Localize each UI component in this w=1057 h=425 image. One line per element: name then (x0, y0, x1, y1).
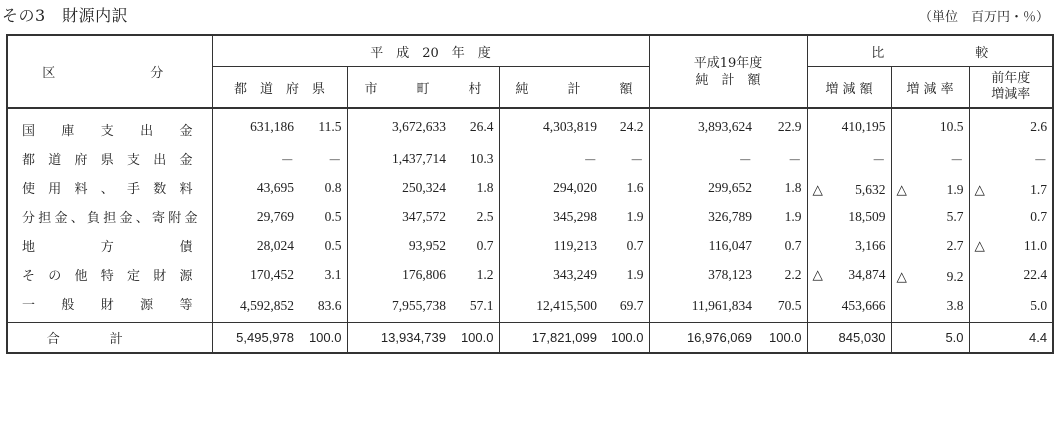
header-pref: 都 道 府 県 (212, 67, 347, 109)
cell-inc-rate: － (891, 144, 969, 173)
cell-inc-rate: △ 1.9 (891, 173, 969, 202)
cell-city-value: 7,955,738 (347, 289, 451, 323)
cell-fy19-value: 299,652 (649, 173, 757, 202)
cell-inc-amt: 453,666 (807, 289, 891, 323)
cell-inc-amt: △ 34,874 (807, 260, 891, 289)
total-city-value: 13,934,739 (347, 323, 451, 354)
cell-inc-amt: － (807, 144, 891, 173)
cell-pref-pct: 0.5 (324, 208, 342, 224)
cell-fy19-pct: 2.2 (784, 266, 802, 282)
cell-prev-rate: △ 11.0 (969, 231, 1053, 260)
total-row (7, 323, 1053, 354)
cell-city-pct: 1.8 (476, 179, 494, 195)
total-inc-amt: 845,030 (807, 323, 891, 354)
row-label: その他特定財源 (7, 260, 212, 289)
header-fy20: 平 成 20 年 度 (212, 35, 649, 67)
cell-city-value: 3,672,633 (347, 108, 451, 144)
header-city: 市 町 村 (347, 67, 499, 109)
row-label: 一般財源等 (7, 289, 212, 323)
cell-net-pct: 1.6 (626, 179, 644, 195)
unit-note: （単位 百万円・％） (918, 10, 1049, 25)
cell-fy19-pct: 1.8 (784, 179, 802, 195)
cell-inc-rate: △ 9.2 (891, 260, 969, 289)
total-label: 合計 (7, 323, 212, 354)
cell-fy19-value: 3,893,624 (649, 108, 757, 144)
cell-pref-pct: 0.5 (324, 237, 342, 253)
total-pref-pct: 100.0 (299, 323, 347, 354)
cell-pref-value: 631,186 (212, 108, 299, 144)
cell-prev-rate: △ 1.7 (969, 173, 1053, 202)
row-label: 都道府県支出金 (7, 144, 212, 173)
revenue-source-table (6, 34, 1054, 354)
cell-net-value: 294,020 (499, 173, 602, 202)
cell-city-value: 250,324 (347, 173, 451, 202)
cell-net-pct: 1.9 (626, 208, 644, 224)
cell-prev-rate: 5.0 (969, 289, 1053, 323)
cell-pref-value: 4,592,852 (212, 289, 299, 323)
cell-city-pct: 57.1 (469, 297, 494, 313)
cell-city-value: 93,952 (347, 231, 451, 260)
row-label: 分担金、負担金、寄附金 (7, 202, 212, 231)
cell-net-pct: 24.2 (619, 118, 644, 134)
cell-fy19-pct: － (788, 152, 802, 168)
cell-inc-amt: 410,195 (807, 108, 891, 144)
cell-pref-pct: 83.6 (317, 297, 342, 313)
total-net-value: 17,821,099 (499, 323, 602, 354)
cell-net-pct: 1.9 (626, 266, 644, 282)
cell-city-pct: 1.2 (476, 266, 494, 282)
cell-inc-rate: 3.8 (891, 289, 969, 323)
cell-city-pct: 10.3 (469, 150, 494, 166)
cell-net-value: 4,303,819 (499, 108, 602, 144)
table-row (7, 231, 1053, 260)
header-inc-rate: 増 減 率 (891, 67, 969, 109)
total-prev-rate: 4.4 (969, 323, 1053, 354)
total-fy19-value: 16,976,069 (649, 323, 757, 354)
cell-inc-amt: △ 5,632 (807, 173, 891, 202)
cell-fy19-pct: 22.9 (777, 118, 802, 134)
cell-inc-amt: 18,509 (807, 202, 891, 231)
cell-net-pct: － (630, 152, 644, 168)
table-row (7, 108, 1053, 144)
section-title: その3 財源内訳 (2, 6, 129, 25)
table-row (7, 260, 1053, 289)
cell-pref-pct: － (328, 152, 342, 168)
cell-net-value: 343,249 (499, 260, 602, 289)
cell-pref-value: 28,024 (212, 231, 299, 260)
cell-city-pct: 26.4 (469, 118, 494, 134)
cell-prev-rate: 0.7 (969, 202, 1053, 231)
cell-city-value: 176,806 (347, 260, 451, 289)
cell-inc-amt: 3,166 (807, 231, 891, 260)
cell-pref-value: 170,452 (212, 260, 299, 289)
cell-fy19-pct: 1.9 (784, 208, 802, 224)
table-row (7, 144, 1053, 173)
table-row (7, 202, 1053, 231)
cell-city-value: 1,437,714 (347, 144, 451, 173)
table-row (7, 289, 1053, 323)
header-net: 純 計 額 (499, 67, 649, 109)
cell-pref-value: 43,695 (212, 173, 299, 202)
cell-net-pct: 69.7 (619, 297, 644, 313)
header-fy19: 平成19年度 純 計 額 (649, 35, 807, 108)
total-net-pct: 100.0 (602, 323, 649, 354)
cell-prev-rate: 2.6 (969, 108, 1053, 144)
cell-city-pct: 2.5 (476, 208, 494, 224)
cell-fy19-pct: 70.5 (777, 297, 802, 313)
cell-net-value: 345,298 (499, 202, 602, 231)
cell-prev-rate: 22.4 (969, 260, 1053, 289)
cell-inc-rate: 5.7 (891, 202, 969, 231)
cell-pref-value: － (212, 144, 299, 173)
cell-inc-rate: 2.7 (891, 231, 969, 260)
cell-prev-rate: － (969, 144, 1053, 173)
total-pref-value: 5,495,978 (212, 323, 299, 354)
cell-fy19-value: 11,961,834 (649, 289, 757, 323)
row-label: 使用料、手数料 (7, 173, 212, 202)
cell-pref-pct: 0.8 (324, 179, 342, 195)
cell-net-pct: 0.7 (626, 237, 644, 253)
cell-pref-pct: 3.1 (324, 266, 342, 282)
header-compare: 比 較 (807, 35, 1053, 67)
total-inc-rate: 5.0 (891, 323, 969, 354)
cell-net-value: － (499, 144, 602, 173)
cell-net-value: 119,213 (499, 231, 602, 260)
cell-fy19-value: － (649, 144, 757, 173)
cell-fy19-value: 378,123 (649, 260, 757, 289)
cell-inc-rate: 10.5 (891, 108, 969, 144)
row-label: 地方債 (7, 231, 212, 260)
header-prev-rate: 前年度 増減率 (969, 67, 1053, 109)
table-row (7, 173, 1053, 202)
cell-fy19-value: 116,047 (649, 231, 757, 260)
header-kubun: 区 分 (7, 35, 212, 108)
header-inc-amt: 増 減 額 (807, 67, 891, 109)
row-label: 国庫支出金 (7, 108, 212, 144)
cell-net-value: 12,415,500 (499, 289, 602, 323)
cell-pref-pct: 11.5 (318, 118, 342, 134)
total-city-pct: 100.0 (451, 323, 499, 354)
total-fy19-pct: 100.0 (757, 323, 807, 354)
cell-fy19-pct: 0.7 (784, 237, 802, 253)
cell-pref-value: 29,769 (212, 202, 299, 231)
cell-city-pct: 0.7 (476, 237, 494, 253)
cell-fy19-value: 326,789 (649, 202, 757, 231)
cell-city-value: 347,572 (347, 202, 451, 231)
